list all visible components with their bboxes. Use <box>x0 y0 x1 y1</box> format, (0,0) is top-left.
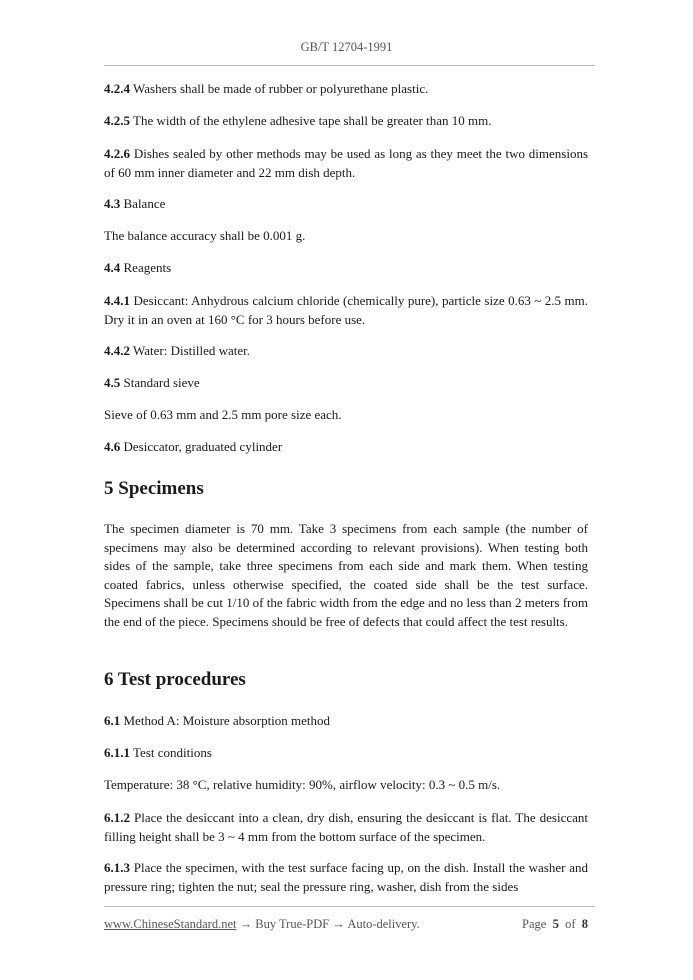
clause-number: 4.4.1 <box>104 293 130 308</box>
page-label: Page <box>522 917 547 931</box>
clause-text: Dishes sealed by other methods may be used as long as they meet the two dimensions of 60 mm inner diameter and 22 mm dish depth. <box>104 146 589 180</box>
clause-text: Balance <box>123 196 166 211</box>
of-label: of <box>565 917 576 931</box>
page-total: 8 <box>581 917 588 931</box>
clause-text: Desiccant: Anhydrous calcium chloride (chemically pure), particle size 0.63 ~ 2.5 mm. Dry it in an oven at 160 °C for 3 hours before use. <box>104 293 588 327</box>
clause-number: 6.1.1 <box>104 745 130 760</box>
clause-number: 6.1.3 <box>104 860 130 875</box>
footer-rule <box>104 906 595 907</box>
clause-text: The width of the ethylene adhesive tape shall be greater than 10 mm. <box>133 113 492 128</box>
document-header: GB/T 12704-1991 <box>300 40 393 54</box>
clause-number: 4.2.5 <box>104 113 130 128</box>
clause-number: 4.5 <box>104 375 121 390</box>
paragraph-text: The balance accuracy shall be 0.001 g. <box>104 228 306 243</box>
clause-number: 4.4.2 <box>104 343 130 358</box>
clause-6-1 <box>104 712 588 731</box>
clause-4-2-6 <box>104 145 588 182</box>
section-5-heading: 5 Specimens <box>104 478 204 499</box>
clause-text: Test conditions <box>133 745 212 760</box>
clause-4-4 <box>104 259 588 278</box>
arrow-icon: → <box>239 917 253 931</box>
clause-6-1-2 <box>104 809 588 846</box>
sieve-text <box>104 406 588 425</box>
clause-text: Water: Distilled water. <box>133 343 251 358</box>
header-rule <box>104 65 595 66</box>
clause-text: Place the desiccant into a clean, dry dish, ensuring the desiccant is flat. The desiccant filling height shall be 3 ~ 4 mm from the bottom surface of the specimen. <box>104 810 588 844</box>
buy-pdf-link[interactable]: Buy True-PDF <box>255 917 330 931</box>
clause-text: Place the specimen, with the test surface facing up, on the dish. Install the washer and pressure ring; tighten the nut; seal the pressure ring, washer, dish from the sides <box>104 860 589 894</box>
clause-4-3 <box>104 195 588 214</box>
page-number: 5 <box>552 917 559 931</box>
test-conditions-text <box>104 776 588 795</box>
clause-4-4-2 <box>104 342 588 361</box>
website-link[interactable]: www.ChineseStandard.net <box>104 917 237 931</box>
clause-number: 4.2.4 <box>104 81 130 96</box>
paragraph-text: Temperature: 38 °C, relative humidity: 90%, airflow velocity: 0.3 ~ 0.5 m/s. <box>104 777 501 792</box>
clause-number: 4.2.6 <box>104 146 130 161</box>
clause-text: Desiccator, graduated cylinder <box>123 439 283 454</box>
balance-accuracy-text <box>104 227 588 246</box>
paragraph-text: Sieve of 0.63 mm and 2.5 mm pore size each. <box>104 407 342 422</box>
clause-text: Reagents <box>123 260 172 275</box>
clause-text: Washers shall be made of rubber or polyurethane plastic. <box>133 81 429 96</box>
clause-6-1-1 <box>104 744 588 763</box>
clause-text: Standard sieve <box>123 375 200 390</box>
clause-number: 4.3 <box>104 196 121 211</box>
page-indicator <box>522 917 588 932</box>
clause-4-6 <box>104 438 588 457</box>
clause-number: 4.4 <box>104 260 121 275</box>
auto-delivery-text: Auto-delivery. <box>347 917 420 931</box>
arrow-icon: → <box>332 917 345 931</box>
clause-6-1-3 <box>104 859 588 896</box>
section-6-heading: 6 Test procedures <box>104 669 246 690</box>
clause-4-4-1 <box>104 292 588 329</box>
clause-4-5 <box>104 374 588 393</box>
section-5-text: The specimen diameter is 70 mm. Take 3 specimens from each sample (the number of specimens may also be determined according to relevant provisions). When testing both sides of the sample, take three specimens from each side and mark them. When testing coated fabrics, unless otherwise specified, the coated side shall be the test surface. Specimens shall be cut 1/10 of the fabric width from the edge and no less than 2 meters from the end of the piece. Specimens should be free of defects that could affect the test results. <box>104 521 588 629</box>
clause-number: 6.1 <box>104 713 121 728</box>
page-footer <box>104 917 588 932</box>
clause-4-2-5 <box>104 112 588 131</box>
clause-4-2-4 <box>104 80 588 99</box>
clause-text: Method A: Moisture absorption method <box>123 713 331 728</box>
clause-number: 4.6 <box>104 439 121 454</box>
clause-number: 6.1.2 <box>104 810 130 825</box>
